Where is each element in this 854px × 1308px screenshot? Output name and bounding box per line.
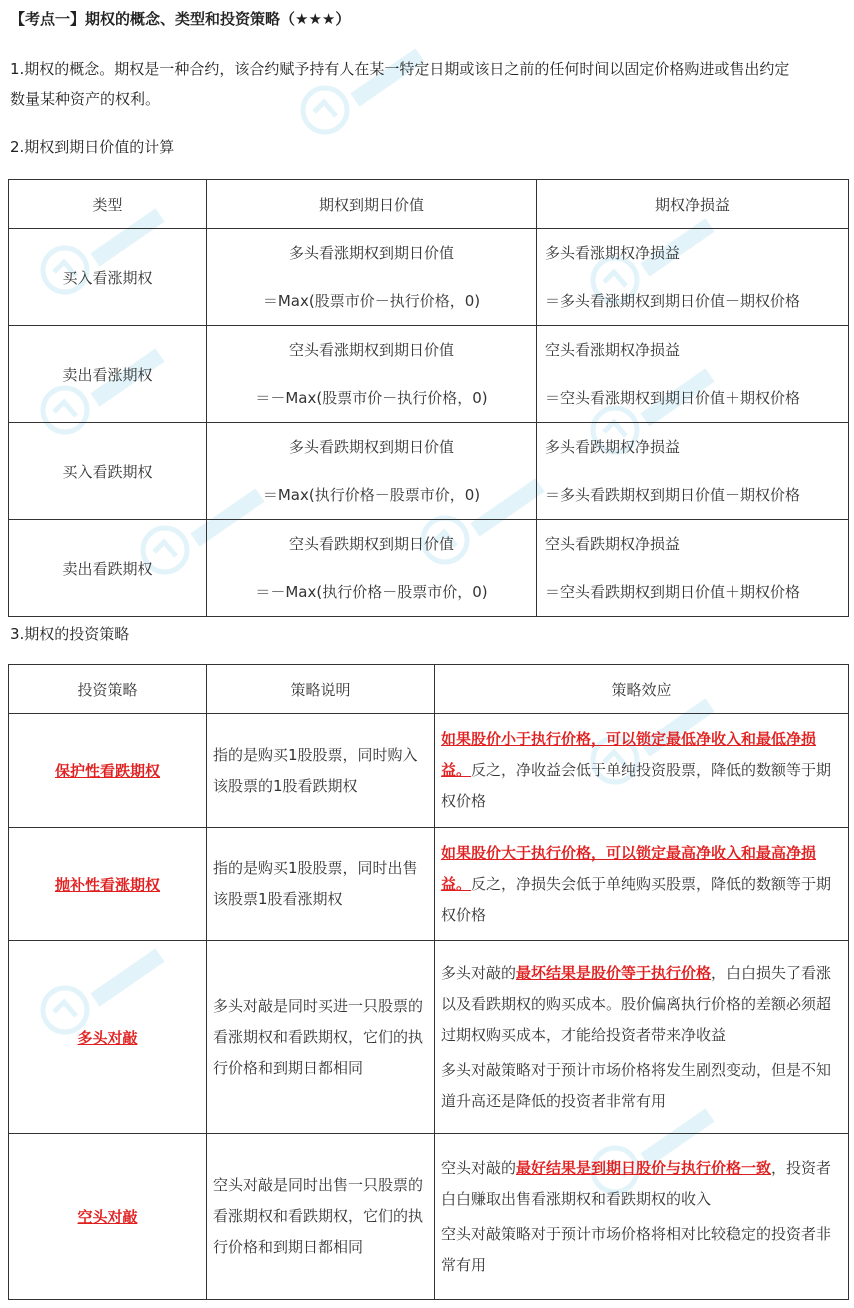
pl-name: 多头看涨期权净损益 <box>545 244 681 262</box>
type-cell: 买入看涨期权 <box>9 229 207 326</box>
value-name: 空头看跌期权到期日价值 <box>288 535 454 553</box>
page-title: 【考点一】期权的概念、类型和投资策略（★★★） <box>10 10 351 28</box>
table-row <box>9 828 849 941</box>
type-cell: 买入看跌期权 <box>9 423 207 520</box>
value-cell <box>207 520 537 617</box>
strategy-name: 抛补性看涨期权 <box>9 828 207 941</box>
strategy-name: 空头对敲 <box>9 1134 207 1300</box>
section2-title: 2.期权到期日价值的计算 <box>10 138 175 156</box>
header-cell: 投资策略 <box>9 665 207 714</box>
table-row <box>9 326 849 423</box>
value-cell <box>207 423 537 520</box>
table-row <box>9 1134 849 1300</box>
strategy-desc: 多头对敲是同时买进一只股票的看涨期权和看跌期权，它们的执行价格和到期日都相同 <box>207 941 435 1134</box>
strategy-desc: 空头对敲是同时出售一只股票的看涨期权和看跌期权，它们的执行价格和到期日都相同 <box>207 1134 435 1300</box>
section1-paragraph <box>10 54 789 114</box>
pl-name: 空头看跌期权净损益 <box>545 535 681 553</box>
effect-highlight: 如果股价大于执行价格，可以锁定最高净收入和最高净损益。 <box>441 843 817 893</box>
value-formula: ＝Max(股票市价－执行价格，0) <box>262 292 481 310</box>
value-cell <box>207 326 537 423</box>
option-value-table <box>8 179 849 617</box>
effect-text: 多头对敲的 <box>441 963 517 982</box>
type-cell: 卖出看跌期权 <box>9 520 207 617</box>
strategy-name: 保护性看跌期权 <box>9 714 207 828</box>
effect-highlight: 最好结果是到期日股价与执行价格一致 <box>516 1158 772 1177</box>
value-name: 多头看涨期权到期日价值 <box>288 244 454 262</box>
header-cell: 类型 <box>9 180 207 229</box>
effect-highlight: 最坏结果是股价等于执行价格 <box>516 963 712 982</box>
section3-title: 3.期权的投资策略 <box>10 625 130 643</box>
section1-line2: 数量某种资产的权利。 <box>10 90 161 108</box>
value-name: 空头看涨期权到期日价值 <box>288 341 454 359</box>
header-cell: 策略说明 <box>207 665 435 714</box>
effect-para1 <box>441 1153 842 1215</box>
pl-cell <box>537 326 849 423</box>
strategy-effect <box>435 1134 849 1300</box>
table-row <box>9 229 849 326</box>
pl-formula: ＝空头看跌期权到期日价值＋期权价格 <box>545 583 801 601</box>
pl-cell <box>537 229 849 326</box>
value-formula: ＝－Max(股票市价－执行价格，0) <box>255 389 488 407</box>
effect-highlight: 如果股价小于执行价格，可以锁定最低净收入和最低净损益。 <box>441 730 817 779</box>
value-name: 多头看跌期权到期日价值 <box>288 438 454 456</box>
header-cell: 期权净损益 <box>537 180 849 229</box>
pl-formula: ＝多头看跌期权到期日价值－期权价格 <box>545 486 801 504</box>
header-cell: 期权到期日价值 <box>207 180 537 229</box>
strategy-desc: 指的是购买1股股票，同时购入该股票的1股看跌期权 <box>207 714 435 828</box>
table-row <box>9 520 849 617</box>
effect-para1 <box>441 958 842 1051</box>
value-cell <box>207 229 537 326</box>
value-formula: ＝－Max(执行价格－股票市价，0) <box>255 583 488 601</box>
pl-formula: ＝空头看涨期权到期日价值＋期权价格 <box>545 389 801 407</box>
header-cell: 策略效应 <box>435 665 849 714</box>
table-header-row <box>9 665 849 714</box>
strategy-name: 多头对敲 <box>9 941 207 1134</box>
table-row <box>9 714 849 828</box>
table-header-row <box>9 180 849 229</box>
table-row <box>9 423 849 520</box>
pl-formula: ＝多头看涨期权到期日价值－期权价格 <box>545 292 801 310</box>
strategy-table <box>8 664 849 1300</box>
pl-cell <box>537 423 849 520</box>
strategy-effect <box>435 941 849 1134</box>
effect-text: ，白白损失了看涨以及看跌期权的购买成本。股价偏离执行价格的差额必须超过期权购买成本，才能给投资者带来净收益 <box>441 963 832 1044</box>
value-formula: ＝Max(执行价格－股票市价，0) <box>262 486 481 504</box>
table-row <box>9 941 849 1134</box>
strategy-desc: 指的是购买1股股票，同时出售该股票1股看涨期权 <box>207 828 435 941</box>
strategy-effect <box>435 714 849 828</box>
section1-line1: 1.期权的概念。期权是一种合约，该合约赋予持有人在某一特定日期或该日之前的任何时间以固定价格购进或售出约定 <box>10 60 790 78</box>
effect-text: 反之，净损失会低于单纯购买股票，降低的数额等于期权价格 <box>441 874 832 924</box>
type-cell: 卖出看涨期权 <box>9 326 207 423</box>
pl-name: 多头看跌期权净损益 <box>545 438 681 456</box>
effect-para2: 空头对敲策略对于预计市场价格将相对比较稳定的投资者非常有用 <box>441 1224 832 1274</box>
pl-name: 空头看涨期权净损益 <box>545 341 681 359</box>
effect-text: 空头对敲的 <box>441 1158 517 1177</box>
effect-text: ，投资者白白赚取出售看涨期权和看跌期权的收入 <box>441 1158 832 1208</box>
strategy-effect <box>435 828 849 941</box>
pl-cell <box>537 520 849 617</box>
effect-text: 反之，净收益会低于单纯投资股票，降低的数额等于期权价格 <box>441 761 832 810</box>
effect-para2: 多头对敲策略对于预计市场价格将发生剧烈变动，但是不知道升高还是降低的投资者非常有用 <box>441 1060 832 1110</box>
